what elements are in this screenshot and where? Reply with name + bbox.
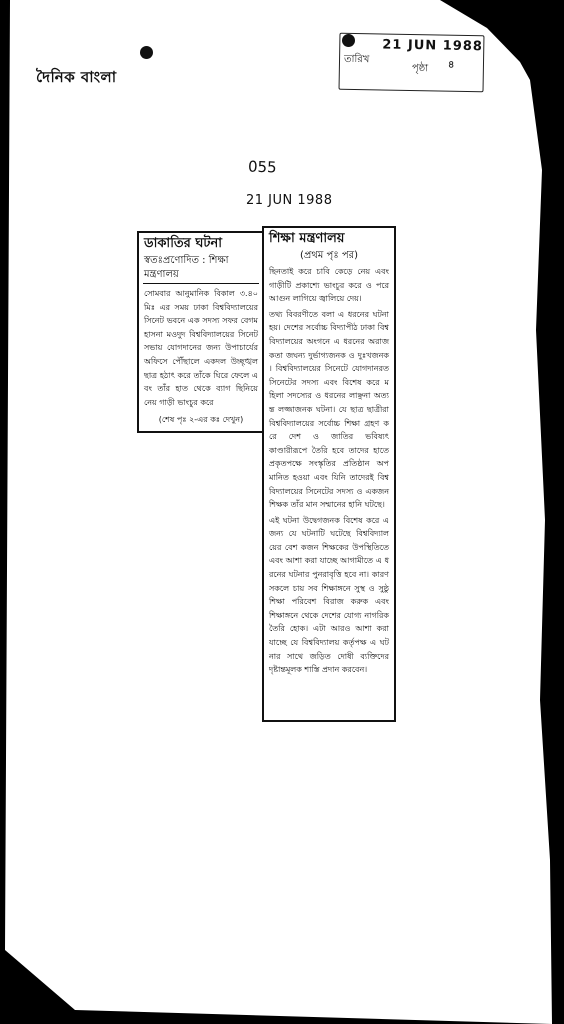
paragraph: এই ঘটনা উদ্বেগজনক বিশেষ করে এজন্য যে ঘটনাটি ঘটেছে বিশ্ববিদ্যালয়ের বেশ কজন শিক্ষকের উপস্থিতিতে এবং আশা করা যাচ্ছে আগামীতে এ ধরনের ঘটনার পুনরাবৃত্তি হবে না। কারণ সকলে চায় সব শিক্ষাঙ্গনে সুস্থ ও সুষ্ঠু শিক্ষা পরিবেশ বিরাজ করুক এবং শিক্ষাঙ্গনে থেকে দেশের যোগ্য নাগরিক তৈরি হোক। এটা আরও আশা করা যাচ্ছে যে বিশ্ববিদ্যালয় কর্তৃপক্ষ এ ঘটনার সাথে জড়িত দোষী ব্যক্তিদের দৃষ্টান্তমূলক শাস্তি প্রদান করবেন।: [269, 515, 389, 675]
clipping-left: [137, 231, 265, 433]
divider: [143, 283, 259, 284]
date-stamp: [339, 33, 485, 93]
clipping-left-body: সোমবার আনুমানিক বিকাল ৩.৪০ মিঃ এর সময় ঢাকা বিশ্ববিদ্যালয়ের সিনেট ভবনে এক সদস্য সফর বেগম হাসনা মওদুদ বিশ্ববিদ্যালয়ের সিনেট সভায় যোগদানের জন্য উপাচার্যের অফিসে পৌঁছালে একদল উচ্ছৃঙ্খল ছাত্র হঠাৎ করে তাঁকে ঘিরে ফেলে এবং তাঁর হাত থেকে ব্যাগ ছিনিয়ে নেয় গাড়ী ভাংচুর করে: [144, 289, 258, 407]
clipping-right: [262, 226, 396, 722]
stamp-date: 21 JUN 1988: [382, 37, 484, 55]
clipping-right-continued-from: (প্রথম পৃঃ পর): [299, 250, 359, 261]
punch-hole: [140, 46, 153, 59]
folio-number: 055: [247, 157, 277, 177]
clipping-right-headline: শিক্ষা মন্ত্রণালয়: [269, 231, 345, 246]
stamp-page-label: পৃষ্ঠা: [411, 63, 429, 75]
clipping-left-continued: (শেষ পৃঃ ২-এর কঃ দেখুন): [158, 415, 244, 425]
stamp-date-label: তারিখ: [343, 53, 370, 66]
clipping-right-body: [264, 263, 394, 681]
paragraph: ছিনতাই করে চাবি কেড়ে নেয় এবং গাড়ীটি প্রকাশ্যে ভাংচুর করে ও পরে আগুন লাগিয়ে জ্বালিয়ে দেয়।: [269, 267, 389, 304]
clipping-date: 21 JUN 1988: [246, 193, 333, 208]
paragraph: তথ্য বিবরণীতে বলা এ ধরনের ঘটনা হয়। দেশের সর্বোচ্চ বিদ্যাপীঠ ঢাকা বিশ্ববিদ্যালয়ের অংগনে এ ধরনের অরাজকতা জঘন্য দুর্ভাগ্যজনক ও দুঃখজনক। বিশ্ববিদ্যালয়ের সিনেটে যোগদানরত সিনেটের সদস্য এবং বিশেষ করে মহিলা সদস্যের ও ধরনের লাঞ্ছনা অত্যন্ত লজ্জাজনক ঘটনা। যে ছাত্র ছাত্রীরা বিশ্ববিদ্যালয়ের সর্বোচ্চ শিক্ষা গ্রহণ করে দেশ ও জাতির ভবিষ্যৎ কাণ্ডারীরূপে তৈরি হবে তাদের হাতে প্রকৃতপক্ষে সংস্কৃতির প্রতিষ্ঠান অপমানিত হওয়া এবং যিনি তাদেরই বিশ্ববিদ্যালয়ের সিনেটের সদস্য ও একজন শিক্ষক তাঁর মান সম্মানের হানি ঘটছে।: [269, 309, 389, 510]
clipping-left-subhead: স্বতঃপ্রণোদিত : শিক্ষা মন্ত্রণালয়: [144, 255, 229, 280]
clipping-left-headline: ডাকাতির ঘটনা: [144, 236, 222, 251]
newspaper-masthead: দৈনিক বাংলা: [36, 68, 117, 86]
stamp-page-value: ৪: [447, 59, 455, 71]
